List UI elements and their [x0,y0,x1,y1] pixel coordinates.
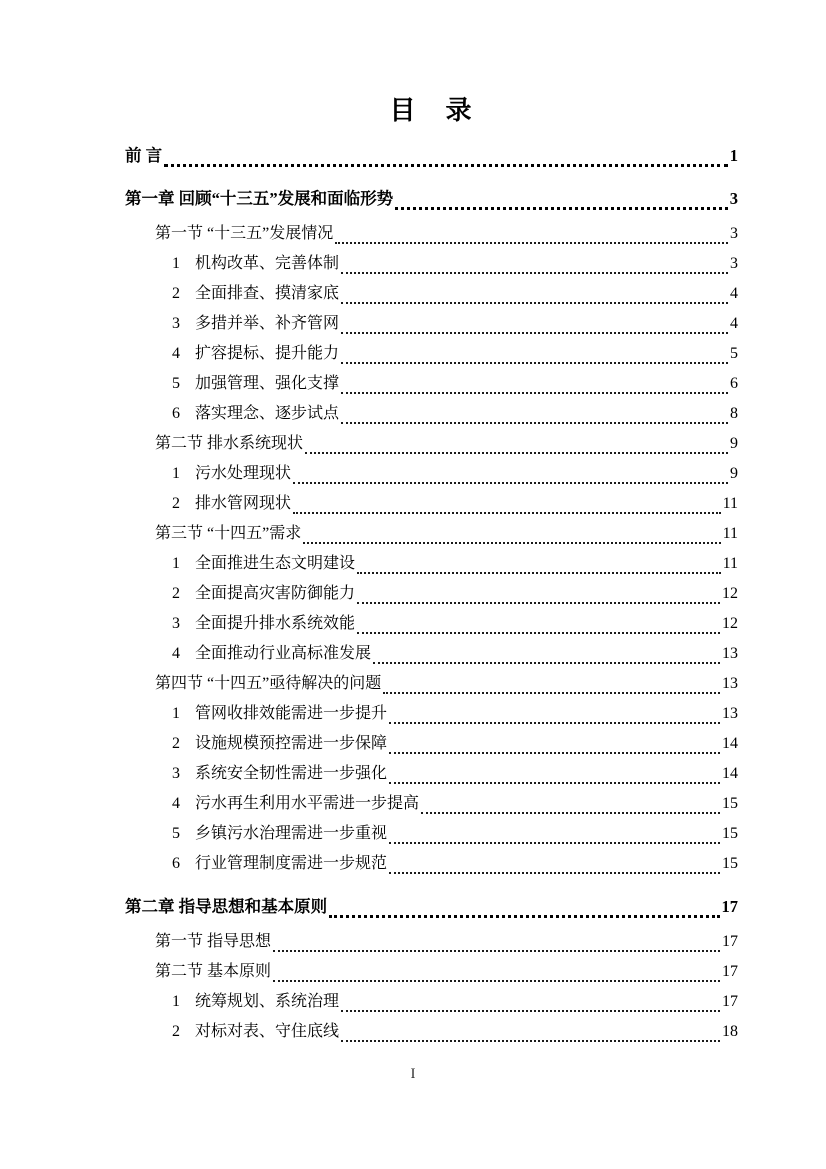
toc-entry-label: 第二节 排水系统现状 [155,435,304,452]
toc-entry[interactable] [125,892,738,922]
dot-leader-line [305,452,728,454]
toc-entry-page: 17 [722,963,738,980]
toc-entry-label: 统筹规划、系统治理 [195,993,340,1010]
toc-entry-label: 第一节 指导思想 [155,933,272,950]
dot-leader-line [341,392,728,394]
toc-entry-page: 15 [722,795,738,812]
toc-entry-number: 2 [172,495,180,512]
toc-entry-page: 3 [730,225,738,242]
toc-entry-number: 3 [172,315,180,332]
dot-leader-line [335,242,728,244]
toc-entry[interactable] [125,459,738,489]
dot-leader-line [164,164,728,167]
toc-entry-page: 17 [721,897,738,916]
dot-leader-line [389,872,720,874]
toc-entry[interactable] [125,399,738,429]
dot-leader-line [421,812,720,814]
toc-entry-number: 2 [172,1023,180,1040]
toc-entry[interactable] [125,699,738,729]
toc-entry[interactable] [125,669,738,699]
toc-entry-label: 污水再生利用水平需进一步提高 [195,795,420,812]
toc-title: 目 录 [389,96,474,125]
toc-entry[interactable] [125,519,738,549]
toc-entry-page: 14 [722,765,738,782]
toc-entry-page: 12 [722,615,738,632]
toc-entry-page: 9 [730,465,738,482]
toc-entry-number: 1 [172,255,180,272]
dot-leader-line [341,362,728,364]
toc-entry-label: 全面提升排水系统效能 [195,615,356,632]
toc-entry-number: 4 [172,345,180,362]
dot-leader-line [329,915,719,918]
dot-leader-line [341,422,728,424]
dot-leader-line [273,980,720,982]
toc-entry[interactable] [125,927,738,957]
toc-entry-label: 前 言 [125,146,163,165]
toc-entry[interactable] [125,369,738,399]
dot-leader-line [389,722,720,724]
toc-entry[interactable] [125,1017,738,1047]
toc-entry[interactable] [125,549,738,579]
toc-entry-number: 5 [172,825,180,842]
toc-entry-number: 4 [172,645,180,662]
dot-leader-line [357,602,720,604]
toc-entry-label: 加强管理、强化支撑 [195,375,340,392]
toc-entry-label: 机构改革、完善体制 [195,255,340,272]
toc-entry-page: 12 [722,585,738,602]
toc-entry[interactable] [125,309,738,339]
dot-leader-line [341,1040,720,1042]
toc-entry-page: 4 [730,315,738,332]
toc-entry-page: 9 [730,435,738,452]
toc-entry[interactable] [125,339,738,369]
toc-entry-page: 4 [730,285,738,302]
toc-entry-number: 5 [172,375,180,392]
toc-entry-number: 1 [172,465,180,482]
toc-entry-number: 1 [172,993,180,1010]
toc-entry-page: 17 [722,993,738,1010]
toc-entry-page: 6 [730,375,738,392]
dot-leader-line [395,207,728,210]
dot-leader-line [389,782,720,784]
dot-leader-line [303,542,720,544]
toc-entry-label: 全面推进生态文明建设 [195,555,356,572]
toc-entry-number: 1 [172,555,180,572]
toc-entry-page: 15 [722,825,738,842]
toc-entry-label: 全面推动行业高标准发展 [195,645,372,662]
toc-entry-label: 第二章 指导思想和基本原则 [125,897,328,916]
toc-entry-label: 排水管网现状 [195,495,292,512]
toc-entry[interactable] [125,249,738,279]
toc-entry[interactable] [125,849,738,879]
toc-entry-number: 1 [172,705,180,722]
toc-entry-label: 污水处理现状 [195,465,292,482]
toc-entry-page: 11 [722,525,738,542]
toc-entry-label: 全面排查、摸清家底 [195,285,340,302]
toc-entry[interactable] [125,759,738,789]
toc-entry-number: 3 [172,765,180,782]
toc-entry[interactable] [125,789,738,819]
toc-list [125,141,738,1047]
toc-entry-page: 14 [722,735,738,752]
toc-entry-label: 行业管理制度需进一步规范 [195,855,388,872]
dot-leader-line [341,1010,720,1012]
toc-entry-page: 3 [730,255,738,272]
toc-entry-label: 系统安全韧性需进一步强化 [195,765,388,782]
dot-leader-line [341,302,728,304]
toc-entry[interactable] [125,609,738,639]
toc-entry-page: 11 [722,555,738,572]
toc-entry-number: 3 [172,615,180,632]
toc-entry[interactable] [125,987,738,1017]
dot-leader-line [273,950,720,952]
toc-entry[interactable] [125,579,738,609]
dot-leader-line [389,842,720,844]
toc-entry-page: 15 [722,855,738,872]
dot-leader-line [357,572,721,574]
toc-entry[interactable] [125,819,738,849]
toc-entry[interactable] [125,141,738,171]
toc-entry-number: 4 [172,795,180,812]
toc-entry-label: 第四节 “十四五”亟待解决的问题 [155,675,382,692]
toc-entry-number: 2 [172,585,180,602]
toc-entry-label: 扩容提标、提升能力 [195,345,340,362]
toc-entry-page: 17 [722,933,738,950]
dot-leader-line [373,662,720,664]
dot-leader-line [383,692,720,694]
toc-entry-page: 11 [722,495,738,512]
page-number: I [410,1066,416,1082]
toc-entry-label: 第二节 基本原则 [155,963,272,980]
toc-content [125,94,738,1047]
toc-entry-label: 管网收排效能需进一步提升 [195,705,388,722]
dot-leader-line [341,272,728,274]
dot-leader-line [293,482,728,484]
toc-entry-label: 第一节 “十三五”发展情况 [155,225,334,242]
toc-entry-page: 8 [730,405,738,422]
toc-entry-number: 6 [172,405,180,422]
toc-entry-number: 2 [172,735,180,752]
toc-entry-page: 5 [730,345,738,362]
dot-leader-line [293,512,721,514]
toc-entry[interactable] [125,219,738,249]
toc-entry-number: 2 [172,285,180,302]
toc-entry-label: 第一章 回顾“十三五”发展和面临形势 [125,189,394,208]
toc-entry-page: 13 [722,675,738,692]
toc-entry-label: 对标对表、守住底线 [195,1023,340,1040]
toc-entry-label: 落实理念、逐步试点 [195,405,340,422]
toc-entry[interactable] [125,279,738,309]
toc-entry-label: 第三节 “十四五”需求 [155,525,302,542]
toc-entry-page: 13 [722,705,738,722]
toc-entry-label: 设施规模预控需进一步保障 [195,735,388,752]
toc-entry-page: 18 [722,1023,738,1040]
toc-entry[interactable] [125,429,738,459]
toc-entry-label: 乡镇污水治理需进一步重视 [195,825,388,842]
toc-entry[interactable] [125,489,738,519]
toc-entry[interactable] [125,957,738,987]
toc-entry-page: 1 [729,146,738,165]
toc-entry[interactable] [125,639,738,669]
toc-entry-label: 全面提高灾害防御能力 [195,585,356,602]
dot-leader-line [357,632,720,634]
toc-entry[interactable] [125,184,738,214]
toc-entry-number: 6 [172,855,180,872]
toc-entry-page: 3 [729,189,738,208]
dot-leader-line [389,752,720,754]
toc-entry-page: 13 [722,645,738,662]
toc-entry[interactable] [125,729,738,759]
dot-leader-line [341,332,728,334]
toc-entry-label: 多措并举、补齐管网 [195,315,340,332]
